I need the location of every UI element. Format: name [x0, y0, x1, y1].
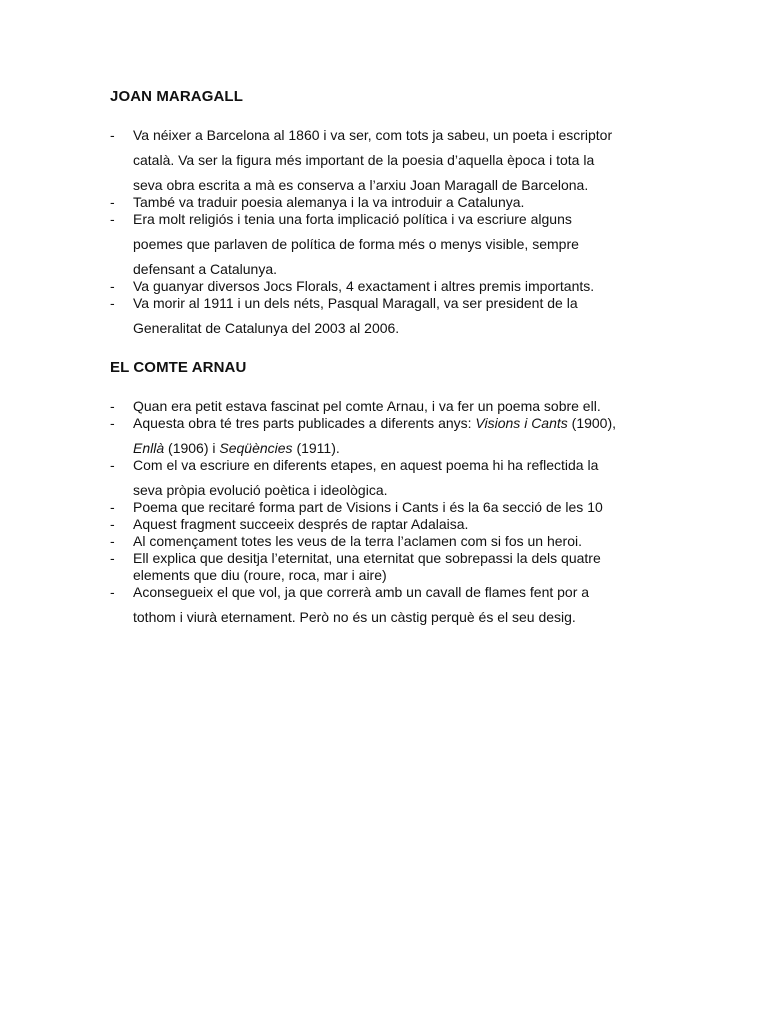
list-item-text [133, 127, 680, 194]
list-item [110, 533, 680, 550]
bullet-dash: - [110, 533, 115, 549]
text-line [133, 440, 680, 457]
list-item-text [133, 499, 680, 516]
list-item-text [133, 295, 680, 337]
bullet-dash: - [110, 295, 115, 311]
bullet-dash: - [110, 457, 115, 473]
bullet-list [110, 398, 680, 626]
bullet-dash: - [110, 398, 115, 414]
text-line: seva obra escrita a mà es conserva a l’arxiu Joan Maragall de Barcelona. [133, 177, 589, 193]
text-segment: Aquesta obra té tres parts publicades a diferents anys: [133, 415, 476, 431]
text-line: Ell explica que desitja l’eternitat, una eternitat que sobrepassi la dels quatre [133, 550, 601, 566]
text-line: Com el va escriure en diferents etapes, en aquest poema hi ha reflectida la [133, 457, 599, 473]
text-segment: (1911). [292, 440, 340, 456]
list-item [110, 516, 680, 533]
text-line: català. Va ser la figura més important de la poesia d’aquella època i tota la [133, 152, 595, 168]
list-item [110, 550, 680, 584]
list-item [110, 211, 680, 278]
text-line: Va néixer a Barcelona al 1860 i va ser, com tots ja sabeu, un poeta i escriptor [133, 127, 613, 143]
text-line [133, 415, 680, 432]
text-line: Aconsegueix el que vol, ja que correrà amb un cavall de flames fent por a [133, 584, 590, 600]
bullet-dash: - [110, 516, 115, 532]
list-item-text [133, 194, 680, 211]
section-el-comte-arnau [110, 359, 680, 626]
section-joan-maragall [110, 88, 680, 337]
bullet-dash: - [110, 194, 115, 210]
bullet-dash: - [110, 584, 115, 600]
text-line: defensant a Catalunya. [133, 261, 277, 277]
text-line: Aquest fragment succeeix després de raptar Adalaisa. [133, 516, 469, 532]
text-line: Va morir al 1911 i un dels néts, Pasqual Maragall, va ser president de la [133, 295, 578, 311]
bullet-list [110, 127, 680, 337]
text-line: Generalitat de Catalunya del 2003 al 2006. [133, 320, 400, 336]
text-line: poemes que parlaven de política de forma més o menys visible, sempre [133, 236, 579, 252]
text-line: tothom i viurà eternament. Però no és un càstig perquè és el seu desig. [133, 609, 576, 625]
list-item-text [133, 415, 680, 457]
text-line: També va traduir poesia alemanya i la va introduir a Catalunya. [133, 194, 525, 210]
list-item [110, 278, 680, 295]
text-line: seva pròpia evolució poètica i ideològica. [133, 482, 388, 498]
text-line: Quan era petit estava fascinat pel comte Arnau, i va fer un poema sobre ell. [133, 398, 601, 414]
list-item [110, 194, 680, 211]
bullet-dash: - [110, 278, 115, 294]
bullet-dash: - [110, 127, 115, 143]
list-item-text [133, 457, 680, 499]
list-item-text [133, 584, 680, 626]
text-line: Poema que recitaré forma part de Visions i Cants i és la 6a secció de les 10 [133, 499, 603, 515]
work-title: Visions i Cants [475, 415, 568, 431]
list-item-text [133, 550, 680, 584]
list-item [110, 584, 680, 626]
list-item [110, 127, 680, 194]
bullet-dash: - [110, 550, 115, 566]
section-heading: JOAN MARAGALL [110, 88, 243, 105]
list-item [110, 499, 680, 516]
list-item-text [133, 516, 680, 533]
text-line: elements que diu (roure, roca, mar i aire) [133, 567, 387, 583]
list-item-text [133, 211, 680, 278]
list-item [110, 415, 680, 457]
list-item-text [133, 533, 680, 550]
text-line: Va guanyar diversos Jocs Florals, 4 exactament i altres premis importants. [133, 278, 595, 294]
list-item-text [133, 278, 680, 295]
bullet-dash: - [110, 499, 115, 515]
work-title: Enllà [133, 440, 165, 456]
work-title: Seqüències [219, 440, 293, 456]
list-item-text [133, 398, 680, 415]
list-item [110, 398, 680, 415]
text-segment: (1900), [567, 415, 617, 431]
text-segment: (1906) i [164, 440, 220, 456]
text-line: Al començament totes les veus de la terra l’aclamen com si fos un heroi. [133, 533, 582, 549]
text-line: Era molt religiós i tenia una forta implicació política i va escriure alguns [133, 211, 572, 227]
bullet-dash: - [110, 211, 115, 227]
bullet-dash: - [110, 415, 115, 431]
list-item [110, 295, 680, 337]
list-item [110, 457, 680, 499]
section-heading: EL COMTE ARNAU [110, 359, 247, 376]
